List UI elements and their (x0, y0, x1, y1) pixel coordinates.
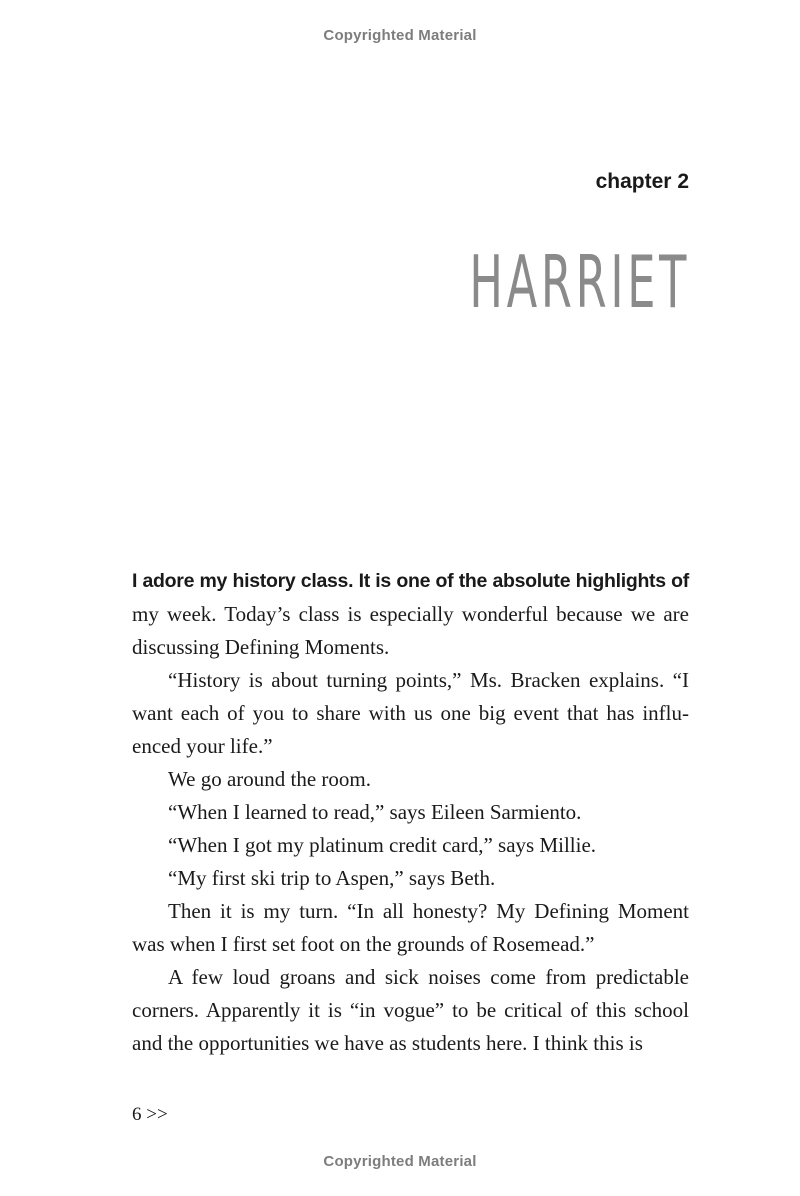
watermark-bottom: Copyrighted Material (323, 1153, 477, 1170)
paragraph-6: “My first ski trip to Aspen,” says Beth. (168, 866, 496, 890)
body-text (132, 564, 689, 1060)
paragraph-7: Then it is my turn. “In all honesty? My Defining Moment was when I first set foot on the grounds of Rosemead.” (132, 899, 689, 956)
paragraph-5: “When I got my platinum credit card,” says Millie. (168, 833, 597, 857)
chapter-title: HARRIET (469, 240, 690, 324)
paragraph-2: “History is about turning points,” Ms. Bracken explains. “I want each of you to share with us one big event that has influenced your life.” (132, 668, 689, 758)
paragraph-1-rest: my week. Today’s class is especially wonderful because we are discussing Defining Moments. (132, 602, 689, 659)
paragraph-3: We go around the room. (168, 767, 372, 791)
page-number: 6 >> (132, 1104, 168, 1125)
watermark-top: Copyrighted Material (323, 27, 477, 44)
paragraph-4: “When I learned to read,” says Eileen Sarmiento. (168, 800, 582, 824)
paragraph-8: A few loud groans and sick noises come from predictable corners. Apparently it is “in vogue” to be critical of this school and the opportunities we have as students here. I think this is (132, 965, 689, 1055)
chapter-number: chapter 2 (595, 170, 689, 193)
paragraph-1 (132, 564, 689, 664)
lead-in: I adore my history class. It is one of the absolute highlights of (132, 570, 689, 592)
